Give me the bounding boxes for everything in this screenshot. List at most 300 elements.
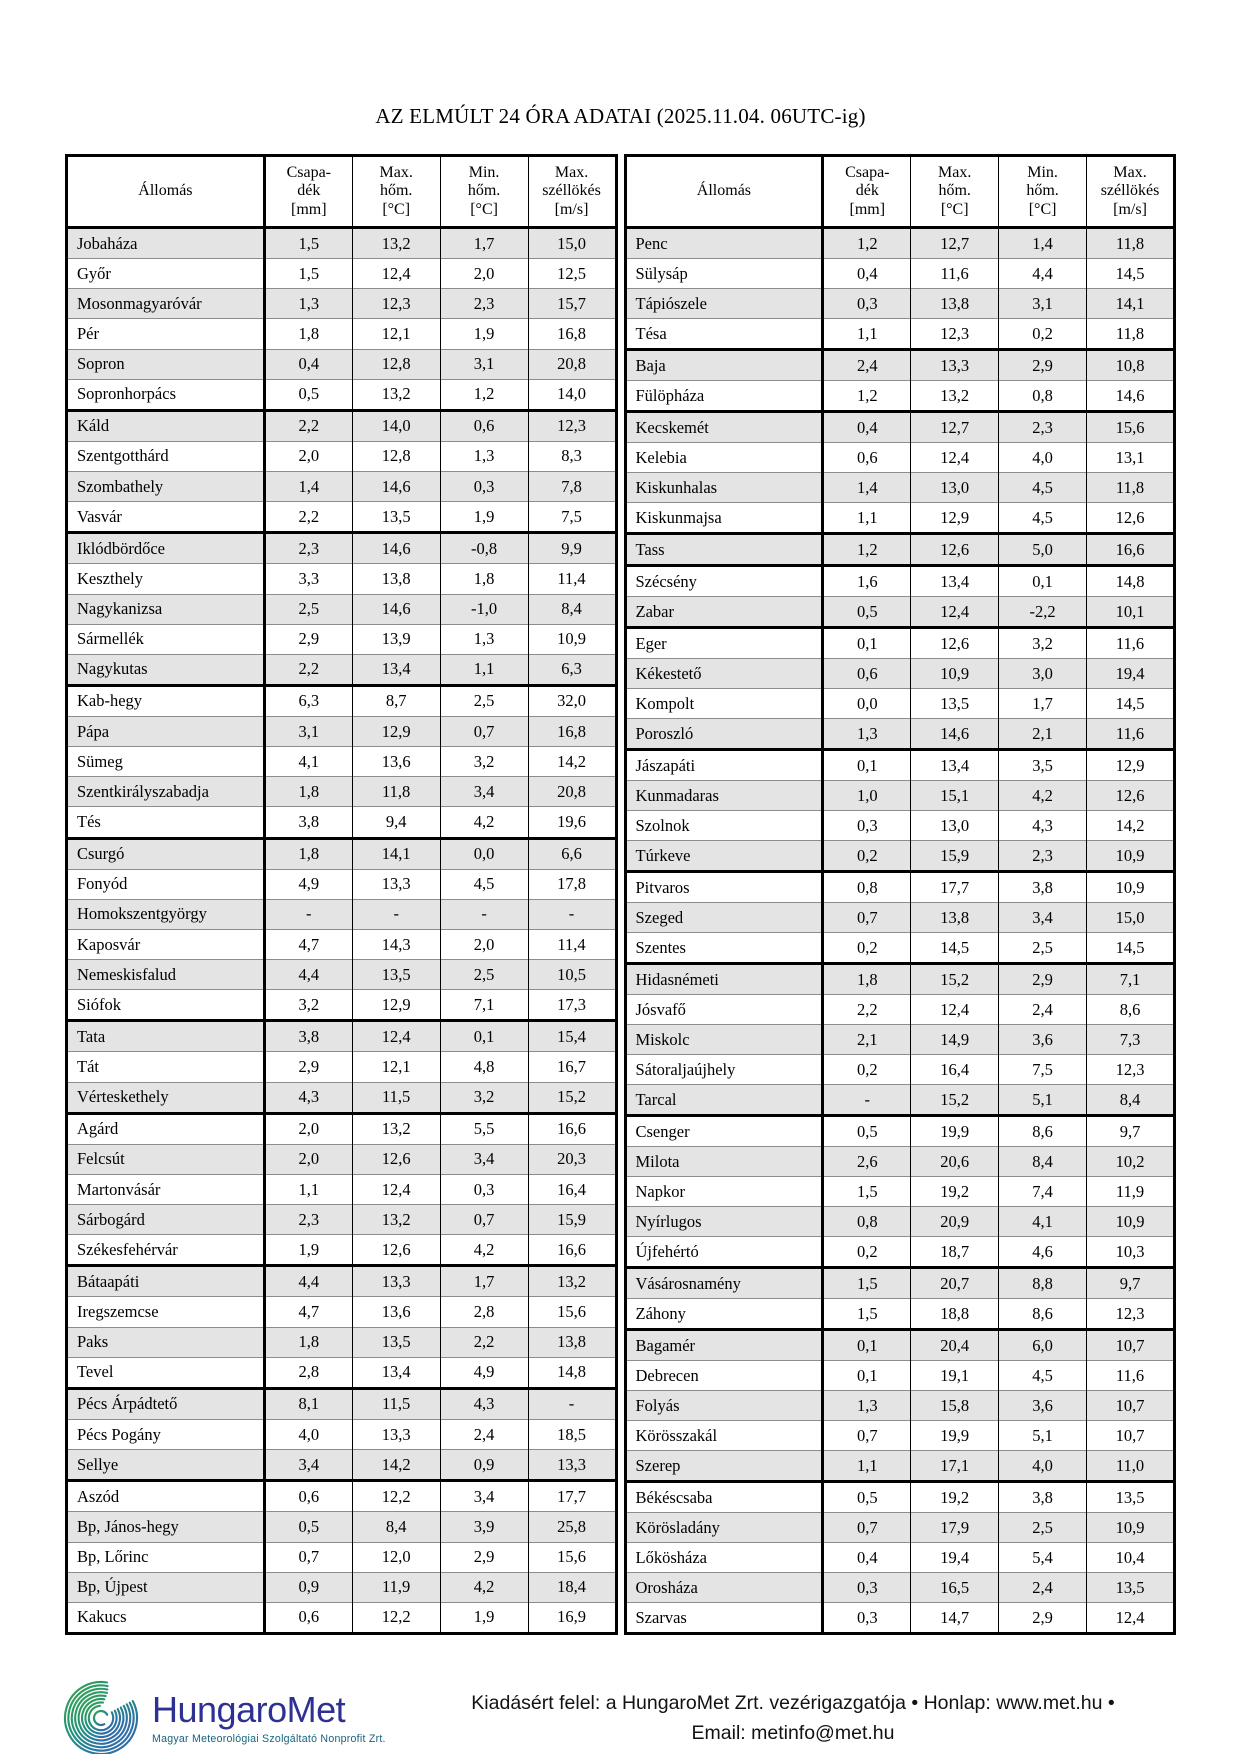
station-name-cell: Felcsút	[67, 1144, 265, 1174]
gust-cell: 14,8	[1087, 566, 1175, 597]
tmin-cell: 4,2	[999, 781, 1087, 811]
table-row	[625, 1603, 1175, 1634]
table-row	[67, 1144, 617, 1174]
station-group	[625, 628, 1175, 750]
station-group	[625, 964, 1175, 1116]
gust-cell: -	[528, 899, 616, 929]
table-row	[67, 564, 617, 594]
precip-cell: 2,0	[264, 1113, 352, 1144]
tmin-cell: 0,3	[440, 472, 528, 502]
gust-cell: 7,8	[528, 472, 616, 502]
tmax-cell: 13,0	[911, 811, 999, 841]
precip-cell: 1,3	[823, 719, 911, 750]
precip-cell: 1,8	[823, 964, 911, 995]
station-name-cell: Tevel	[67, 1357, 265, 1388]
gust-cell: 9,7	[1087, 1116, 1175, 1147]
table-row	[67, 533, 617, 564]
table-row	[67, 685, 617, 716]
tmin-cell: 2,3	[440, 289, 528, 319]
gust-cell: 10,9	[528, 624, 616, 654]
tmin-cell: 4,0	[999, 1451, 1087, 1482]
precip-cell: 2,8	[264, 1357, 352, 1388]
station-name-cell: Csenger	[625, 1116, 823, 1147]
tmax-cell: 12,8	[352, 441, 440, 471]
gust-cell: 12,3	[1087, 1055, 1175, 1085]
tmax-cell: 20,9	[911, 1207, 999, 1237]
station-name-cell: Szentkirályszabadja	[67, 777, 265, 807]
precip-cell: 0,2	[823, 1237, 911, 1268]
gust-cell: 16,7	[528, 1052, 616, 1082]
gust-cell: 8,4	[528, 594, 616, 624]
tmax-cell: 13,2	[352, 228, 440, 259]
tmin-cell: 3,2	[440, 1082, 528, 1113]
gust-cell: 6,3	[528, 654, 616, 685]
header-row	[625, 156, 1175, 228]
tmin-cell: 1,7	[440, 1266, 528, 1297]
col-header-precip: Csapa- dék [mm]	[823, 156, 911, 228]
tmin-cell: 7,1	[440, 990, 528, 1021]
gust-cell: 14,0	[528, 379, 616, 410]
weather-table-right	[624, 154, 1177, 1635]
station-name-cell: Nagykutas	[67, 654, 265, 685]
station-name-cell: Iklódbördőce	[67, 533, 265, 564]
footer	[58, 1675, 1183, 1754]
table-row	[625, 1573, 1175, 1603]
gust-cell: 10,9	[1087, 841, 1175, 872]
precip-cell: 1,5	[823, 1268, 911, 1299]
precip-cell: 0,3	[823, 289, 911, 319]
precip-cell: 1,3	[264, 289, 352, 319]
station-name-cell: Kecskemét	[625, 412, 823, 443]
station-group	[67, 410, 617, 533]
station-group	[67, 1021, 617, 1113]
gust-cell: 15,2	[528, 1082, 616, 1113]
station-name-cell: Szolnok	[625, 811, 823, 841]
station-name-cell: Iregszemcse	[67, 1297, 265, 1327]
hungaromet-spiral-icon	[58, 1675, 144, 1754]
tmin-cell: 8,6	[999, 1116, 1087, 1147]
table-row	[67, 1327, 617, 1357]
tmax-cell: 19,9	[911, 1421, 999, 1451]
tmin-cell: 2,5	[440, 685, 528, 716]
station-name-cell: Bagamér	[625, 1330, 823, 1361]
station-name-cell: Tata	[67, 1021, 265, 1052]
table-row	[625, 1147, 1175, 1177]
tmin-cell: 2,9	[999, 964, 1087, 995]
station-name-cell: Bp, Lőrinc	[67, 1542, 265, 1572]
tmax-cell: 12,4	[352, 1174, 440, 1204]
table-row	[67, 472, 617, 502]
table-row	[625, 903, 1175, 933]
table-row	[625, 1116, 1175, 1147]
precip-cell: 0,6	[823, 659, 911, 689]
gust-cell: 11,4	[528, 564, 616, 594]
precip-cell: 1,9	[264, 1235, 352, 1266]
gust-cell: 14,2	[1087, 811, 1175, 841]
tmax-cell: 13,8	[911, 289, 999, 319]
table-row	[67, 777, 617, 807]
table-row	[625, 503, 1175, 534]
table-row	[625, 473, 1175, 503]
precip-cell: 3,3	[264, 564, 352, 594]
tmax-cell: 14,7	[911, 1603, 999, 1634]
station-group	[67, 1113, 617, 1266]
table-row	[67, 1205, 617, 1235]
tmin-cell: 1,2	[440, 379, 528, 410]
table-row	[67, 1357, 617, 1388]
gust-cell: 7,5	[528, 502, 616, 533]
gust-cell: 15,6	[528, 1297, 616, 1327]
col-header-gust: Max. széllökés [m/s]	[1087, 156, 1175, 228]
gust-cell: 15,0	[1087, 903, 1175, 933]
tmax-cell: 13,5	[911, 689, 999, 719]
col-header-precip: Csapa- dék [mm]	[264, 156, 352, 228]
station-name-cell: Jászapáti	[625, 750, 823, 781]
precip-cell: 0,7	[264, 1542, 352, 1572]
tmax-cell: 19,9	[911, 1116, 999, 1147]
tmax-cell: 13,6	[352, 747, 440, 777]
tmin-cell: 3,5	[999, 750, 1087, 781]
tmax-cell: 13,8	[352, 564, 440, 594]
tmin-cell: 2,0	[440, 929, 528, 959]
tmax-cell: 13,0	[911, 473, 999, 503]
tmax-cell: 17,9	[911, 1513, 999, 1543]
precip-cell: 0,5	[823, 1116, 911, 1147]
gust-cell: 13,1	[1087, 443, 1175, 473]
precip-cell: 0,0	[823, 689, 911, 719]
logo-tagline: Magyar Meteorológiai Szolgáltató Nonprofit Zrt.	[152, 1732, 386, 1745]
tmax-cell: 11,8	[352, 777, 440, 807]
table-row	[625, 319, 1175, 350]
tmax-cell: 15,2	[911, 964, 999, 995]
tmin-cell: 2,8	[440, 1297, 528, 1327]
table-row	[67, 654, 617, 685]
tmin-cell: 4,4	[999, 259, 1087, 289]
table-row	[625, 1330, 1175, 1361]
tmin-cell: 2,3	[999, 412, 1087, 443]
station-group	[625, 750, 1175, 872]
station-name-cell: Sellye	[67, 1450, 265, 1481]
station-name-cell: Nemeskisfalud	[67, 960, 265, 990]
tmax-cell: 11,5	[352, 1388, 440, 1419]
station-name-cell: Bp, János-hegy	[67, 1512, 265, 1542]
station-name-cell: Szerep	[625, 1451, 823, 1482]
tmax-cell: 13,8	[911, 903, 999, 933]
tmax-cell: 12,4	[911, 443, 999, 473]
tmin-cell: 2,5	[999, 1513, 1087, 1543]
tmin-cell: 7,4	[999, 1177, 1087, 1207]
precip-cell: 2,0	[264, 441, 352, 471]
tmax-cell: 15,1	[911, 781, 999, 811]
table-row	[67, 379, 617, 410]
table-row	[67, 1602, 617, 1633]
tmin-cell: 2,9	[440, 1542, 528, 1572]
table-row	[67, 1052, 617, 1082]
table-row	[67, 1420, 617, 1450]
table-row	[625, 1085, 1175, 1116]
tmin-cell: 2,4	[999, 995, 1087, 1025]
gust-cell: 15,6	[1087, 412, 1175, 443]
precip-cell: 2,3	[264, 533, 352, 564]
precip-cell: 3,8	[264, 807, 352, 838]
precip-cell: 0,6	[264, 1481, 352, 1512]
tmin-cell: 1,4	[999, 228, 1087, 259]
precip-cell: 1,3	[823, 1391, 911, 1421]
station-name-cell: Kab-hegy	[67, 685, 265, 716]
tmin-cell: 2,4	[440, 1420, 528, 1450]
tmin-cell: 8,8	[999, 1268, 1087, 1299]
gust-cell: 15,7	[528, 289, 616, 319]
station-name-cell: Fülöpháza	[625, 381, 823, 412]
precip-cell: 0,4	[823, 1543, 911, 1573]
tmax-cell: 8,7	[352, 685, 440, 716]
station-name-cell: Kompolt	[625, 689, 823, 719]
station-name-cell: Keszthely	[67, 564, 265, 594]
precip-cell: -	[264, 899, 352, 929]
station-name-cell: Homokszentgyörgy	[67, 899, 265, 929]
station-name-cell: Jobaháza	[77, 233, 138, 253]
station-group	[625, 1268, 1175, 1330]
tmin-cell: 5,0	[999, 534, 1087, 566]
station-name-cell: Pécs Pogány	[67, 1420, 265, 1450]
table-row	[67, 899, 617, 929]
station-name-cell: Paks	[67, 1327, 265, 1357]
precip-cell: 2,6	[823, 1147, 911, 1177]
table-row	[67, 289, 617, 319]
precip-cell: 1,8	[264, 838, 352, 869]
tmin-cell: 3,6	[999, 1391, 1087, 1421]
tmin-cell: 1,7	[999, 689, 1087, 719]
gust-cell: 12,5	[528, 259, 616, 289]
tmin-cell: 2,1	[999, 719, 1087, 750]
tmin-cell: 1,9	[440, 319, 528, 349]
tmax-cell: 13,4	[352, 654, 440, 685]
gust-cell: 16,9	[528, 1602, 616, 1633]
precip-cell: 0,8	[823, 872, 911, 903]
tmin-cell: 0,9	[440, 1450, 528, 1481]
station-group	[67, 1481, 617, 1634]
station-name-cell: Székesfehérvár	[67, 1235, 265, 1266]
gust-cell: 14,5	[1087, 689, 1175, 719]
precip-cell: 0,4	[264, 349, 352, 379]
table-row	[625, 750, 1175, 781]
precip-cell: 0,3	[823, 1603, 911, 1634]
station-name-cell: Nyírlugos	[625, 1207, 823, 1237]
table-row	[67, 259, 617, 289]
station-name-cell: Sárbogárd	[67, 1205, 265, 1235]
station-name-cell: Szeged	[625, 903, 823, 933]
station-group	[67, 838, 617, 1021]
station-name-cell: Szarvas	[625, 1603, 823, 1634]
tmin-cell: 4,1	[999, 1207, 1087, 1237]
tmax-cell: 13,9	[352, 624, 440, 654]
precip-cell: 1,8	[264, 319, 352, 349]
gust-cell: 12,3	[1087, 1299, 1175, 1330]
table-row	[67, 1481, 617, 1512]
tmax-cell: 13,4	[911, 566, 999, 597]
tmax-cell: 9,4	[352, 807, 440, 838]
station-name-cell: Káld	[67, 410, 265, 441]
tmin-cell: -2,2	[999, 597, 1087, 628]
col-header-tmax: Max. hőm. [°C]	[911, 156, 999, 228]
precip-cell: 4,1	[264, 747, 352, 777]
tmax-cell: 13,2	[352, 1205, 440, 1235]
tmax-cell: 15,2	[911, 1085, 999, 1116]
precip-cell: 4,4	[264, 1266, 352, 1297]
tmin-cell: 2,2	[440, 1327, 528, 1357]
station-name-cell: Kiskunmajsa	[625, 503, 823, 534]
gust-cell: 17,7	[528, 1481, 616, 1512]
table-row	[67, 594, 617, 624]
precip-cell: 2,2	[823, 995, 911, 1025]
tmax-cell: 20,7	[911, 1268, 999, 1299]
station-name-cell: Győr	[67, 259, 265, 289]
precip-cell: 8,1	[264, 1388, 352, 1419]
gust-cell: 11,6	[1087, 628, 1175, 659]
table-row	[67, 1266, 617, 1297]
gust-cell: 10,3	[1087, 1237, 1175, 1268]
tmin-cell: 0,7	[440, 1205, 528, 1235]
gust-cell: -	[528, 1388, 616, 1419]
table-row	[67, 410, 617, 441]
gust-cell: 15,9	[528, 1205, 616, 1235]
table-row	[67, 228, 617, 259]
precip-cell: 0,5	[264, 379, 352, 410]
gust-cell: 11,8	[1087, 473, 1175, 503]
precip-cell: 0,9	[264, 1572, 352, 1602]
precip-cell: 1,1	[264, 1174, 352, 1204]
gust-cell: 11,8	[1087, 228, 1175, 259]
gust-cell: 10,9	[1087, 1207, 1175, 1237]
gust-cell: 11,9	[1087, 1177, 1175, 1207]
tmax-cell: 12,0	[352, 1542, 440, 1572]
table-row	[625, 781, 1175, 811]
precip-cell: 0,7	[823, 1513, 911, 1543]
station-name-cell: Baja	[625, 350, 823, 381]
table-row	[67, 502, 617, 533]
precip-cell: 0,4	[823, 412, 911, 443]
gust-cell: 8,3	[528, 441, 616, 471]
gust-cell: 16,8	[528, 319, 616, 349]
tmax-cell: 12,6	[911, 628, 999, 659]
table-row	[625, 443, 1175, 473]
tmax-cell: 12,3	[911, 319, 999, 350]
tmax-cell: 20,4	[911, 1330, 999, 1361]
tmin-cell: 4,5	[440, 869, 528, 899]
gust-cell: 16,8	[528, 717, 616, 747]
table-row	[625, 412, 1175, 443]
precip-cell: 1,1	[823, 503, 911, 534]
gust-cell: 32,0	[528, 685, 616, 716]
table-row	[625, 1207, 1175, 1237]
tmin-cell: 3,0	[999, 659, 1087, 689]
table-row	[625, 841, 1175, 872]
tmin-cell: 8,6	[999, 1299, 1087, 1330]
station-group	[625, 350, 1175, 412]
station-name-cell: Záhony	[625, 1299, 823, 1330]
tmax-cell: 14,6	[352, 472, 440, 502]
tmax-cell: 12,9	[352, 990, 440, 1021]
station-name-cell: Szentgotthárd	[67, 441, 265, 471]
gust-cell: 16,6	[528, 1235, 616, 1266]
table-row	[67, 1174, 617, 1204]
tmin-cell: -0,8	[440, 533, 528, 564]
station-name-cell: Tápiószele	[625, 289, 823, 319]
tmin-cell: 4,3	[440, 1388, 528, 1419]
table-row	[625, 534, 1175, 566]
gust-cell: 13,5	[1087, 1573, 1175, 1603]
gust-cell: 10,7	[1087, 1391, 1175, 1421]
tmax-cell: 11,9	[352, 1572, 440, 1602]
station-name-cell: Kiskunhalas	[625, 473, 823, 503]
tmin-cell: 0,0	[440, 838, 528, 869]
precip-cell: -	[823, 1085, 911, 1116]
logo-wordmark: HungaroMet	[152, 1688, 346, 1730]
tmax-cell: 16,5	[911, 1573, 999, 1603]
hungaromet-logo	[58, 1675, 403, 1754]
station-name-cell: Debrecen	[625, 1361, 823, 1391]
precip-cell: 3,8	[264, 1021, 352, 1052]
precip-cell: 2,2	[264, 654, 352, 685]
table-row	[67, 1297, 617, 1327]
table-row	[67, 1021, 617, 1052]
table-row	[625, 1025, 1175, 1055]
gust-cell: 11,6	[1087, 719, 1175, 750]
tmax-cell: 14,1	[352, 838, 440, 869]
station-name-cell: Szombathely	[67, 472, 265, 502]
precip-cell: 0,1	[823, 1361, 911, 1391]
station-name-cell: Eger	[625, 628, 823, 659]
tmax-cell: 18,8	[911, 1299, 999, 1330]
tmax-cell: 12,4	[352, 1021, 440, 1052]
table-row	[67, 717, 617, 747]
tmax-cell: 12,9	[352, 717, 440, 747]
tmin-cell: 4,6	[999, 1237, 1087, 1268]
gust-cell: 11,0	[1087, 1451, 1175, 1482]
precip-cell: 1,8	[264, 1327, 352, 1357]
tmax-cell: 19,2	[911, 1177, 999, 1207]
precip-cell: 3,1	[264, 717, 352, 747]
table-row	[67, 1388, 617, 1419]
tmin-cell: 3,2	[440, 747, 528, 777]
station-name-cell: Túrkeve	[625, 841, 823, 872]
tmax-cell: 14,6	[352, 594, 440, 624]
table-row	[625, 1482, 1175, 1513]
tmax-cell: 13,3	[911, 350, 999, 381]
station-name-cell: Tát	[67, 1052, 265, 1082]
precip-cell: 2,3	[264, 1205, 352, 1235]
station-name-cell: Bp, Újpest	[67, 1572, 265, 1602]
tmin-cell: -1,0	[440, 594, 528, 624]
station-group	[67, 1388, 617, 1480]
tmax-cell: 14,6	[352, 533, 440, 564]
tmin-cell: 2,9	[999, 1603, 1087, 1634]
station-name-cell: Milota	[625, 1147, 823, 1177]
precip-cell: 1,5	[264, 259, 352, 289]
gust-cell: 16,6	[1087, 534, 1175, 566]
gust-cell: 14,8	[528, 1357, 616, 1388]
table-row	[625, 259, 1175, 289]
table-row	[67, 349, 617, 379]
gust-cell: 13,5	[1087, 1482, 1175, 1513]
tmax-cell: 12,6	[352, 1235, 440, 1266]
col-header-tmin: Min. hőm. [°C]	[440, 156, 528, 228]
station-name-cell: Sülysáp	[625, 259, 823, 289]
station-name-cell: Kékestető	[625, 659, 823, 689]
tmin-cell: 1,3	[440, 441, 528, 471]
station-name-cell: Sopron	[67, 349, 265, 379]
table-row	[625, 659, 1175, 689]
